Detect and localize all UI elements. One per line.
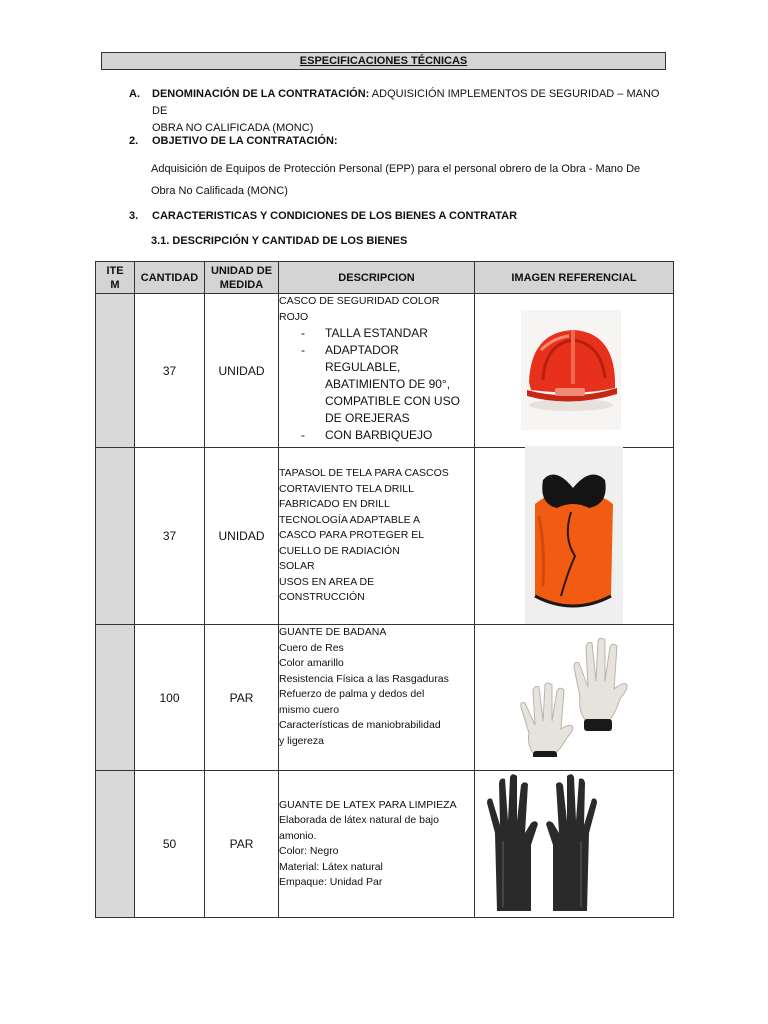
item-cell <box>96 294 135 448</box>
unit-cell: PAR <box>205 771 279 918</box>
unit-cell: UNIDAD <box>205 448 279 625</box>
header-descripcion: DESCRIPCION <box>279 262 475 294</box>
header-cantidad: CANTIDAD <box>135 262 205 294</box>
image-cell <box>475 448 674 625</box>
table-row <box>96 625 674 771</box>
section-objective-number: 2. <box>129 135 139 147</box>
objective-paragraph <box>151 158 671 202</box>
section-a-number: A. <box>129 88 140 100</box>
description-cell: CASCO DE SEGURIDAD COLOR ROJO - TALLA ESTANDAR - ADAPTADOR REGULABLE, ABATIMIENTO DE 90°, COMPATIBLE CON USO DE OREJERAS - CON BARBIQUEJO <box>279 294 475 448</box>
item-cell <box>96 771 135 918</box>
section-objective <box>129 133 689 151</box>
safety-helmet-image <box>521 310 621 430</box>
document-title: ESPECIFICACIONES TÉCNICAS <box>101 52 666 70</box>
section-a-label: DENOMINACIÓN DE LA CONTRATACIÓN: <box>152 88 370 100</box>
header-item: ITE M <box>96 262 135 294</box>
leather-gloves-image <box>515 637 630 757</box>
description-cell: GUANTE DE BADANA Cuero de Res Color amarillo Resistencia Física a las Rasgaduras Refuerzo de palma y dedos del mismo cuero Características de maniobrabilidad y ligereza <box>279 625 475 771</box>
section-a-value: ADQUISICIÓN IMPLEMENTOS DE SEGURIDAD – MANO DE <box>152 88 660 117</box>
bullet-item: - TALLA ESTANDAR <box>301 326 428 340</box>
description-cell: GUANTE DE LATEX PARA LIMPIEZA Elaborada de látex natural de bajo amonio. Color: Negro Material: Látex natural Empaque: Unidad Par <box>279 771 475 918</box>
table-row <box>96 771 674 918</box>
table-row <box>96 294 674 448</box>
section-characteristics-number: 3. <box>129 210 139 222</box>
subsection-description: 3.1. DESCRIPCIÓN Y CANTIDAD DE LOS BIENES <box>151 235 408 247</box>
tapasol-image <box>525 446 623 624</box>
section-characteristics-label: CARACTERISTICAS Y CONDICIONES DE LOS BIENES A CONTRATAR <box>152 210 518 222</box>
table-row <box>96 448 674 625</box>
quantity-cell: 37 <box>135 294 205 448</box>
description-cell: TAPASOL DE TELA PARA CASCOS CORTAVIENTO TELA DRILL FABRICADO EN DRILL TECNOLOGÍA ADAPTABLE A CASCO PARA PROTEGER EL CUELLO DE RADIACIÓN SOLAR USOS EN AREA DE CONSTRUCCIÓN <box>279 448 475 625</box>
section-a <box>129 86 689 134</box>
header-unidad: UNIDAD DE MEDIDA <box>205 262 279 294</box>
unit-cell: PAR <box>205 625 279 771</box>
bullet-item: - ADAPTADOR <box>301 343 399 357</box>
header-imagen: IMAGEN REFERENCIAL <box>475 262 674 294</box>
section-a-value-cont: OBRA NO CALIFICADA (MONC) <box>152 122 314 134</box>
section-objective-label: OBJETIVO DE LA CONTRATACIÓN: <box>152 135 338 147</box>
latex-gloves-image <box>481 771 603 917</box>
table-header-row <box>96 262 674 294</box>
image-cell <box>475 294 674 448</box>
item-cell <box>96 625 135 771</box>
objective-line-1: Adquisición de Equipos de Protección Personal (EPP) para el personal obrero de la Obra - Mano De <box>151 163 641 175</box>
objective-line-2: Obra No Calificada (MONC) <box>151 185 288 197</box>
unit-cell: UNIDAD <box>205 294 279 448</box>
quantity-cell: 37 <box>135 448 205 625</box>
quantity-cell: 50 <box>135 771 205 918</box>
item-cell <box>96 448 135 625</box>
image-cell <box>475 771 674 918</box>
section-characteristics <box>129 208 689 226</box>
goods-table <box>95 261 674 918</box>
bullet-item: - CON BARBIQUEJO <box>301 428 433 442</box>
quantity-cell: 100 <box>135 625 205 771</box>
image-cell <box>475 625 674 771</box>
